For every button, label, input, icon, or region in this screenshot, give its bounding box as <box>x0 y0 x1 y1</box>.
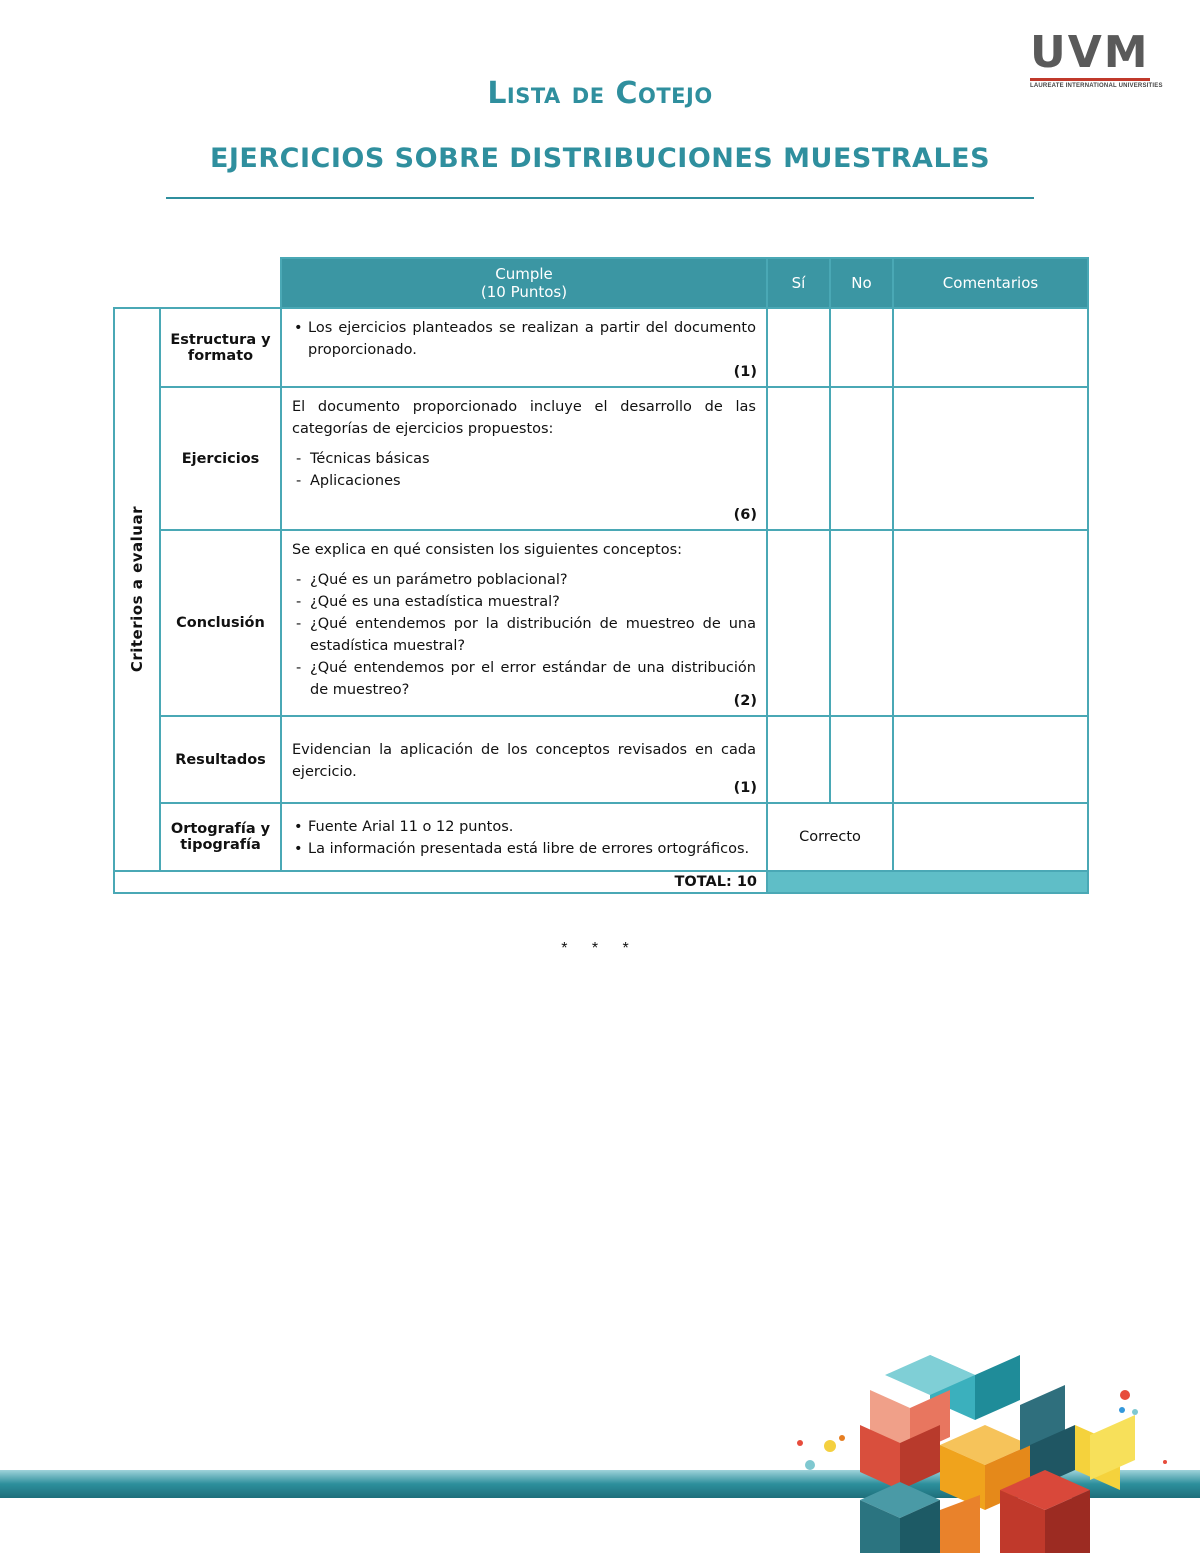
si-cell[interactable] <box>767 387 830 530</box>
no-cell[interactable] <box>830 308 893 387</box>
header-si: Sí <box>767 258 830 308</box>
side-label: Criterios a evaluar <box>128 506 146 673</box>
points: (1) <box>733 780 757 796</box>
end-mark: * * * <box>561 940 639 957</box>
table-row <box>114 716 1088 803</box>
criterion-ejercicios: Ejercicios <box>160 387 281 530</box>
dash-list <box>292 569 756 701</box>
comment-cell[interactable] <box>893 716 1088 803</box>
bullet-list <box>292 816 756 860</box>
list-item: - ¿Qué entendemos por el error estándar de una distribución de muestreo? <box>292 657 756 701</box>
header-no: No <box>830 258 893 308</box>
list-item: - ¿Qué entendemos por la distribución de muestreo de una estadística muestral? <box>292 613 756 657</box>
description-intro: El documento proporcionado incluye el desarrollo de las categorías de ejercicios propuestos: <box>292 399 756 437</box>
list-item: • Los ejercicios planteados se realizan a partir del documento proporcionado. <box>292 317 756 361</box>
header-cumple-label: Cumple <box>495 265 553 283</box>
list-item: - ¿Qué es una estadística muestral? <box>292 591 756 613</box>
side-label-cell <box>114 308 160 871</box>
cubes-decoration <box>790 1350 1200 1553</box>
points: (1) <box>733 364 757 380</box>
no-cell[interactable] <box>830 530 893 716</box>
header-comentarios: Comentarios <box>893 258 1088 308</box>
header-row <box>114 258 1088 308</box>
description-intro: Se explica en qué consisten los siguientes conceptos: <box>292 542 683 558</box>
no-cell[interactable] <box>830 387 893 530</box>
total-label: TOTAL: 10 <box>114 871 767 893</box>
title-divider <box>166 197 1034 199</box>
table-row <box>114 530 1088 716</box>
si-cell[interactable] <box>767 530 830 716</box>
comment-cell[interactable] <box>893 803 1088 871</box>
description-ejercicios <box>281 387 767 530</box>
points: (2) <box>733 693 757 709</box>
description-conclusion <box>281 530 767 716</box>
total-row <box>114 871 1088 893</box>
list-item: - ¿Qué es un parámetro poblacional? <box>292 569 756 591</box>
description-resultados <box>281 716 767 803</box>
list-item: • La información presentada está libre de errores ortográficos. <box>292 838 756 860</box>
dash-list <box>292 448 756 492</box>
logo-subtext: LAUREATE INTERNATIONAL UNIVERSITIES <box>1030 83 1163 89</box>
table-row <box>114 308 1088 387</box>
no-cell[interactable] <box>830 716 893 803</box>
header-cumple <box>281 258 767 308</box>
logo-text: UVM <box>1030 27 1150 78</box>
header-cumple-points: (10 Puntos) <box>480 283 568 301</box>
si-cell[interactable] <box>767 716 830 803</box>
criterion-ortografia: Ortografía y tipografía <box>160 803 281 871</box>
description-estructura <box>281 308 767 387</box>
si-cell[interactable] <box>767 308 830 387</box>
comment-cell[interactable] <box>893 387 1088 530</box>
table-row <box>114 387 1088 530</box>
comment-cell[interactable] <box>893 308 1088 387</box>
total-score-cell[interactable] <box>767 871 1088 893</box>
page-title: Lista de Cotejo <box>487 76 713 111</box>
criterion-resultados: Resultados <box>160 716 281 803</box>
criterion-estructura: Estructura y formato <box>160 308 281 387</box>
list-item: - Aplicaciones <box>292 470 756 492</box>
list-item: • Fuente Arial 11 o 12 puntos. <box>292 816 756 838</box>
criterion-conclusion: Conclusión <box>160 530 281 716</box>
description-text: Evidencian la aplicación de los conceptos revisados en cada ejercicio. <box>292 742 756 780</box>
status-correcto: Correcto <box>767 803 893 871</box>
list-item: - Técnicas básicas <box>292 448 756 470</box>
table-row <box>114 803 1088 871</box>
checklist-table <box>113 257 1089 894</box>
description-ortografia <box>281 803 767 871</box>
comment-cell[interactable] <box>893 530 1088 716</box>
page-subtitle: EJERCICIOS SOBRE DISTRIBUCIONES MUESTRALES <box>209 143 991 174</box>
bullet-list <box>292 317 756 361</box>
points: (6) <box>733 507 757 523</box>
